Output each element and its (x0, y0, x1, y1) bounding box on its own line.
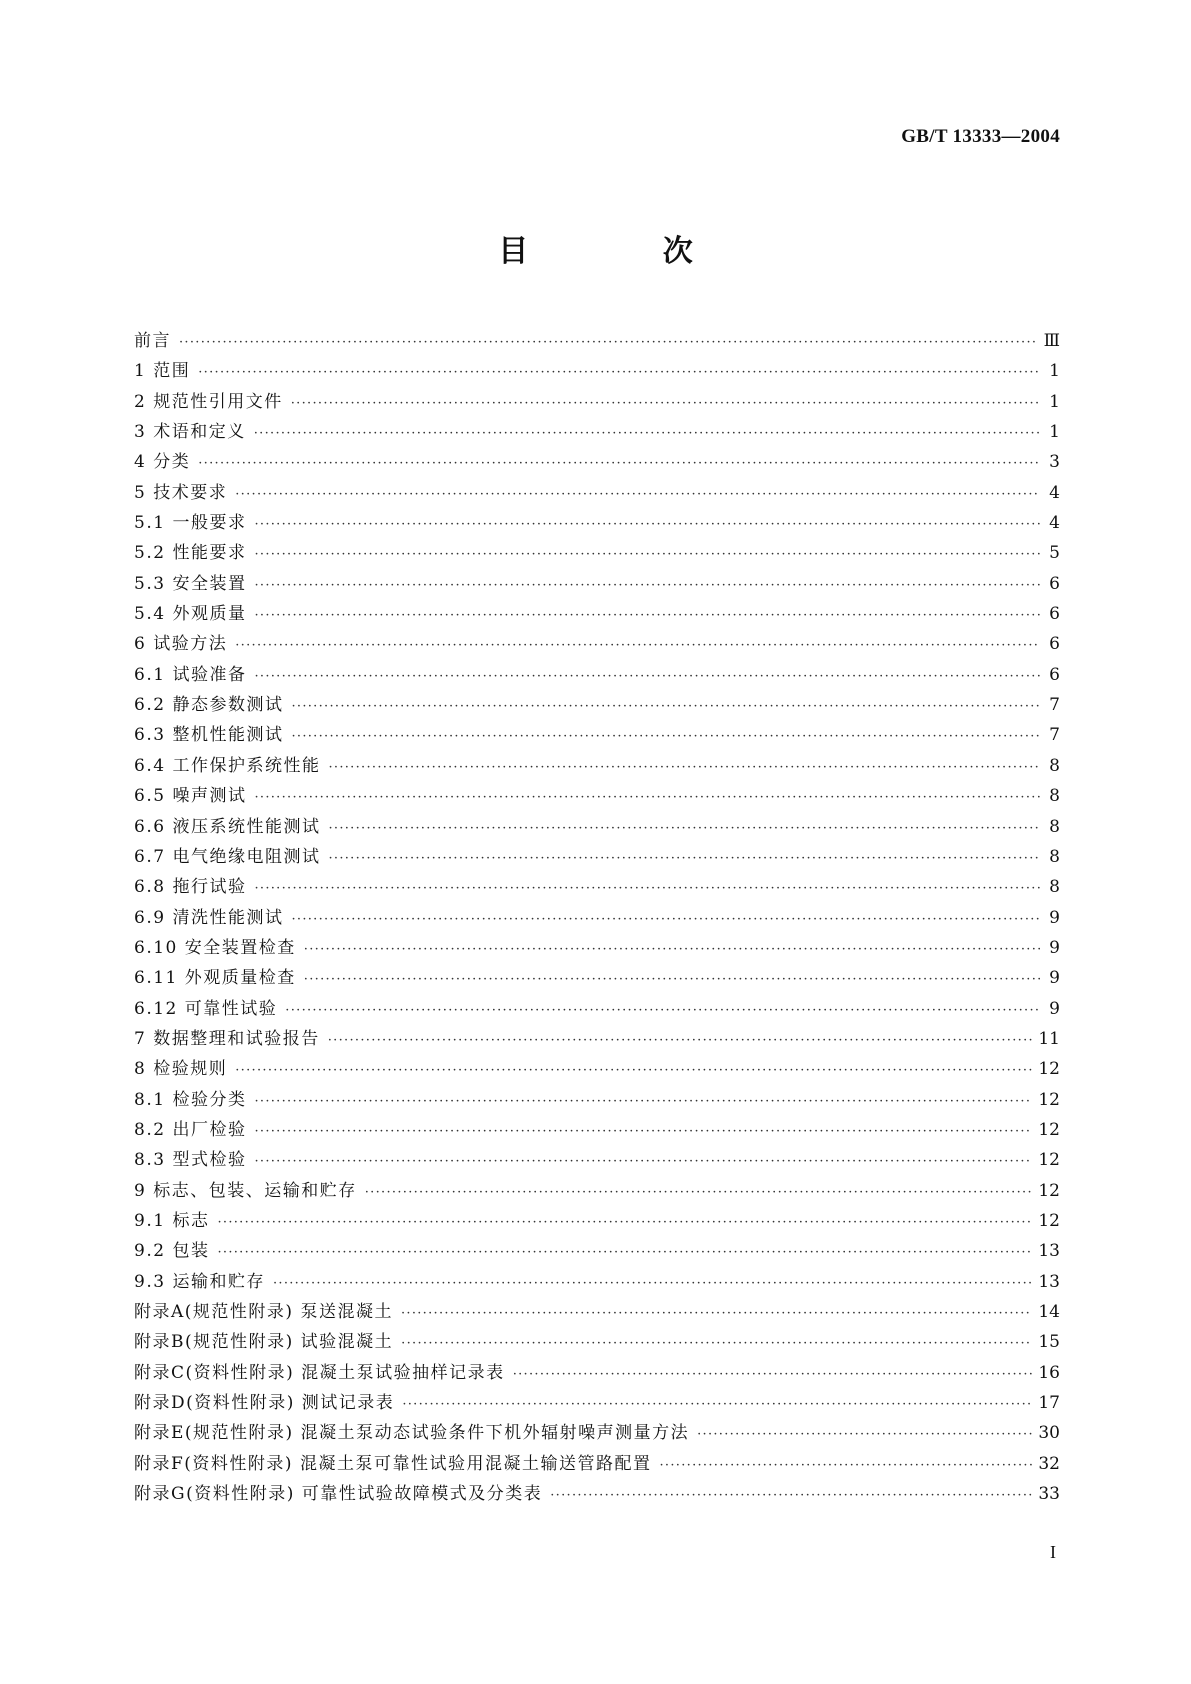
toc-entry-page: 12 (1038, 1089, 1060, 1110)
toc-entry (134, 781, 1060, 811)
toc-entry-label: 6.4 工作保护系统性能 (134, 755, 321, 776)
toc-entry (134, 1024, 1060, 1054)
toc-entry (134, 720, 1060, 750)
toc-entry-page: 6 (1049, 604, 1060, 625)
toc-entry-page: 12 (1038, 1180, 1060, 1201)
toc-entry-page: 6 (1049, 573, 1060, 594)
toc-entry-label: 9.2 包装 (134, 1241, 210, 1262)
toc-entry (134, 508, 1060, 538)
toc-entry-page: 7 (1049, 725, 1060, 746)
toc-entry (134, 1176, 1060, 1206)
toc-entry-label: 附录D(资料性附录) 测试记录表 (134, 1393, 395, 1414)
toc-entry-page: 7 (1049, 695, 1060, 716)
toc-entry (134, 478, 1060, 508)
toc-entry (134, 1267, 1060, 1297)
toc-entry-label: 9.3 运输和贮存 (134, 1271, 265, 1292)
toc-entry (134, 538, 1060, 568)
toc-entry-page: 9 (1049, 998, 1060, 1019)
toc-entry (134, 1449, 1060, 1479)
toc-entry-page: 9 (1049, 937, 1060, 958)
toc-entry (134, 1327, 1060, 1357)
toc-entry-page: 32 (1038, 1453, 1060, 1474)
toc-leader-dots (291, 905, 1040, 935)
toc-leader-dots (291, 722, 1040, 752)
toc-entry (134, 933, 1060, 963)
toc-entry-label: 附录F(资料性附录) 混凝土泵可靠性试验用混凝土输送管路配置 (134, 1453, 652, 1474)
toc-entry-page: 33 (1038, 1484, 1060, 1505)
toc-leader-dots (254, 510, 1040, 540)
toc-entry-label: 4 分类 (134, 452, 191, 473)
toc-entry (134, 629, 1060, 659)
toc-entry (134, 963, 1060, 993)
toc-entry-label: 6.5 噪声测试 (134, 786, 247, 807)
toc-entry (134, 1236, 1060, 1266)
toc-leader-dots (304, 965, 1040, 995)
toc-leader-dots (328, 1026, 1033, 1056)
toc-entry (134, 569, 1060, 599)
page-number: I (1050, 1542, 1056, 1562)
toc-entry-label: 8.3 型式检验 (134, 1150, 247, 1171)
toc-leader-dots (254, 571, 1040, 601)
toc-entry-page: 15 (1038, 1332, 1060, 1353)
toc-entry (134, 812, 1060, 842)
toc-entry-label: 8 检验规则 (134, 1059, 228, 1080)
toc-entry-label: 附录G(资料性附录) 可靠性试验故障模式及分类表 (134, 1484, 543, 1505)
toc-entry (134, 842, 1060, 872)
toc-leader-dots (659, 1451, 1032, 1481)
toc-entry-page: 8 (1049, 755, 1060, 776)
toc-leader-dots (254, 1087, 1032, 1117)
toc-entry-label: 6.11 外观质量检查 (134, 968, 296, 989)
toc-entry (134, 599, 1060, 629)
toc-entry (134, 690, 1060, 720)
toc-entry (134, 447, 1060, 477)
toc-entry-label: 6.1 试验准备 (134, 664, 247, 685)
toc-leader-dots (198, 358, 1040, 388)
toc-entry (134, 1206, 1060, 1236)
toc-entry-label: 6.8 拖行试验 (134, 877, 247, 898)
toc-entry-page: 30 (1038, 1423, 1060, 1444)
toc-leader-dots (254, 601, 1040, 631)
toc-leader-dots (328, 753, 1040, 783)
toc-entry (134, 1115, 1060, 1145)
toc-entry-label: 5 技术要求 (134, 482, 228, 503)
toc-entry-page: 11 (1038, 1028, 1060, 1049)
toc-entry-label: 1 范围 (134, 361, 191, 382)
toc-leader-dots (365, 1178, 1033, 1208)
toc-entry-label: 9 标志、包装、运输和贮存 (134, 1180, 357, 1201)
toc-entry-page: 12 (1038, 1059, 1060, 1080)
toc-entry-label: 5.3 安全装置 (134, 573, 247, 594)
toc-entry-page: 17 (1038, 1393, 1060, 1414)
toc-entry (134, 1085, 1060, 1115)
toc-leader-dots (254, 1147, 1032, 1177)
toc-entry (134, 356, 1060, 386)
toc-leader-dots (402, 1390, 1032, 1420)
toc-entry-label: 6.3 整机性能测试 (134, 725, 284, 746)
toc-leader-dots (235, 480, 1040, 510)
toc-leader-dots (179, 328, 1038, 358)
toc-leader-dots (291, 389, 1040, 419)
toc-entry-label: 5.1 一般要求 (134, 513, 247, 534)
toc-entry-page: 4 (1049, 513, 1060, 534)
toc-leader-dots (254, 1117, 1032, 1147)
toc-entry-label: 8.2 出厂检验 (134, 1119, 247, 1140)
toc-entry-page: 13 (1038, 1241, 1060, 1262)
toc-entry (134, 1388, 1060, 1418)
toc-entry-page: 1 (1049, 422, 1060, 443)
toc-entry-page: 9 (1049, 968, 1060, 989)
toc-entry-label: 附录E(规范性附录) 混凝土泵动态试验条件下机外辐射噪声测量方法 (134, 1423, 690, 1444)
toc-entry (134, 660, 1060, 690)
toc-leader-dots (254, 419, 1040, 449)
toc-entry-label: 6.9 清洗性能测试 (134, 907, 284, 928)
toc-entry-label: 3 术语和定义 (134, 422, 246, 443)
toc-entry-page: 12 (1038, 1210, 1060, 1231)
toc-entry-label: 6.12 可靠性试验 (134, 998, 278, 1019)
toc-entry (134, 387, 1060, 417)
toc-leader-dots (273, 1269, 1032, 1299)
toc-entry-page: 13 (1038, 1271, 1060, 1292)
toc-entry-page: 12 (1038, 1150, 1060, 1171)
toc-entry-page: 8 (1049, 816, 1060, 837)
toc-entry-page: 1 (1049, 391, 1060, 412)
toc-leader-dots (235, 631, 1040, 661)
toc-leader-dots (254, 783, 1040, 813)
toc-entry (134, 903, 1060, 933)
toc-entry (134, 1054, 1060, 1084)
toc-entry-page: 4 (1049, 482, 1060, 503)
toc-entry-page: 6 (1049, 664, 1060, 685)
toc-entry (134, 417, 1060, 447)
toc-entry-page: 12 (1038, 1119, 1060, 1140)
toc-leader-dots (217, 1238, 1032, 1268)
toc-entry (134, 1358, 1060, 1388)
toc-entry-page: 14 (1038, 1302, 1060, 1322)
toc-entry-page: 5 (1049, 543, 1060, 564)
toc-entry-label: 附录C(资料性附录) 混凝土泵试验抽样记录表 (134, 1362, 505, 1383)
toc-entry (134, 1418, 1060, 1448)
toc-leader-dots (328, 844, 1040, 874)
toc-entry (134, 1145, 1060, 1175)
toc-entry-label: 6.2 静态参数测试 (134, 695, 284, 716)
toc-leader-dots (254, 874, 1040, 904)
toc-entry (134, 872, 1060, 902)
toc-entry-label: 5.4 外观质量 (134, 604, 247, 625)
toc-leader-dots (550, 1481, 1032, 1511)
toc-entry-page: 9 (1049, 907, 1060, 928)
table-of-contents (134, 326, 1060, 1509)
toc-entry-label: 6.7 电气绝缘电阻测试 (134, 846, 321, 867)
toc-entry-label: 7 数据整理和试验报告 (134, 1028, 320, 1049)
toc-leader-dots (254, 662, 1040, 692)
toc-leader-dots (254, 540, 1040, 570)
toc-leader-dots (198, 449, 1040, 479)
toc-entry-page: 1 (1049, 361, 1060, 382)
toc-entry-label: 8.1 检验分类 (134, 1089, 247, 1110)
toc-entry-page: 8 (1049, 846, 1060, 867)
toc-leader-dots (513, 1360, 1033, 1390)
toc-entry-label: 6.6 液压系统性能测试 (134, 816, 321, 837)
toc-entry-page: 6 (1049, 634, 1060, 655)
toc-entry-page: 8 (1049, 786, 1060, 807)
toc-entry-label: 6 试验方法 (134, 634, 228, 655)
toc-entry-label: 6.10 安全装置检查 (134, 937, 296, 958)
toc-leader-dots (328, 814, 1040, 844)
toc-entry-page: Ⅲ (1043, 331, 1060, 351)
toc-entry-label: 前言 (134, 331, 171, 351)
toc-entry (134, 326, 1060, 356)
toc-leader-dots (235, 1056, 1032, 1086)
toc-entry-label: 2 规范性引用文件 (134, 391, 283, 412)
toc-entry (134, 751, 1060, 781)
toc-entry (134, 1479, 1060, 1509)
toc-entry-label: 附录A(规范性附录) 泵送混凝土 (134, 1302, 393, 1322)
toc-leader-dots (217, 1208, 1032, 1238)
page-title: 目 次 (498, 234, 755, 269)
toc-leader-dots (285, 996, 1040, 1026)
toc-leader-dots (401, 1329, 1032, 1359)
toc-entry-label: 9.1 标志 (134, 1210, 210, 1231)
toc-leader-dots (304, 935, 1040, 965)
toc-entry-page: 8 (1049, 877, 1060, 898)
toc-entry-page: 16 (1038, 1362, 1060, 1383)
toc-leader-dots (401, 1299, 1032, 1329)
toc-entry (134, 994, 1060, 1024)
standard-number: GB/T 13333—2004 (901, 126, 1060, 147)
toc-entry-label: 附录B(规范性附录) 试验混凝土 (134, 1332, 394, 1353)
toc-entry (134, 1297, 1060, 1327)
toc-entry-page: 3 (1049, 452, 1060, 473)
toc-leader-dots (697, 1420, 1032, 1450)
toc-entry-label: 5.2 性能要求 (134, 543, 247, 564)
toc-leader-dots (291, 692, 1040, 722)
